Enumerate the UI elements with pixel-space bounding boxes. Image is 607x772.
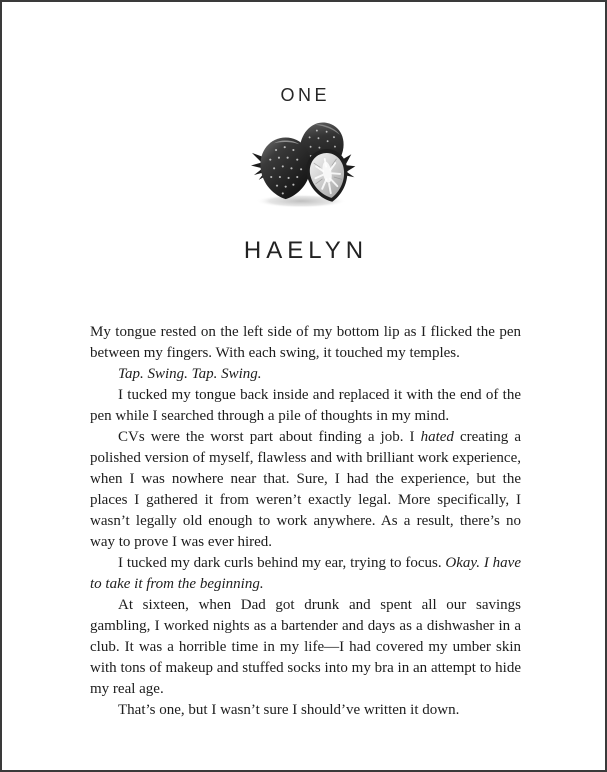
strawberries-icon xyxy=(251,118,357,210)
strawberries-illustration xyxy=(251,118,357,210)
text-segment: My tongue rested on the left side of my bottom lip as I flicked the pen between my fingers. With each swing, it touched my temples. xyxy=(90,324,521,361)
paragraph xyxy=(90,385,521,427)
italic-text-segment: hated xyxy=(420,429,454,445)
body-text xyxy=(90,322,521,721)
paragraph xyxy=(90,700,521,721)
text-segment: I tucked my dark curls behind my ear, trying to focus. xyxy=(118,555,446,571)
chapter-number: ONE xyxy=(280,85,330,105)
italic-text-segment: Tap. Swing. Tap. Swing. xyxy=(118,366,262,382)
italic-text-segment: Okay. I have to take it from the beginning. xyxy=(90,555,521,592)
text-segment: That’s one, but I wasn’t sure I should’ve written it down. xyxy=(118,702,460,718)
paragraph xyxy=(90,553,521,595)
text-segment: At sixteen, when Dad got drunk and spent all our savings gambling, I worked nights as a bartender and days as a dishwasher in a club. It was a horrible time in my life—I had covered my umber skin with tons of makeup and stuffed socks into my bra in an attempt to hide my real age. xyxy=(90,597,521,697)
text-segment: I tucked my tongue back inside and replaced it with the end of the pen while I searched through a pile of thoughts in my mind. xyxy=(90,387,521,424)
text-segment: creating a polished version of myself, flawless and with brilliant work experience, when I was nowhere near that. Sure, I had the experience, but the places I gathered it from weren’t exactly legal. More specifically, I wasn’t legally old enough to work anywhere. As a result, there’s no way to prove I was ever hired. xyxy=(90,429,521,550)
paragraph xyxy=(90,364,521,385)
text-segment: CVs were the worst part about finding a job. I xyxy=(118,429,421,445)
paragraph xyxy=(90,322,521,364)
paragraph xyxy=(90,427,521,553)
character-name: HAELYN xyxy=(243,237,369,264)
paragraph xyxy=(90,595,521,700)
